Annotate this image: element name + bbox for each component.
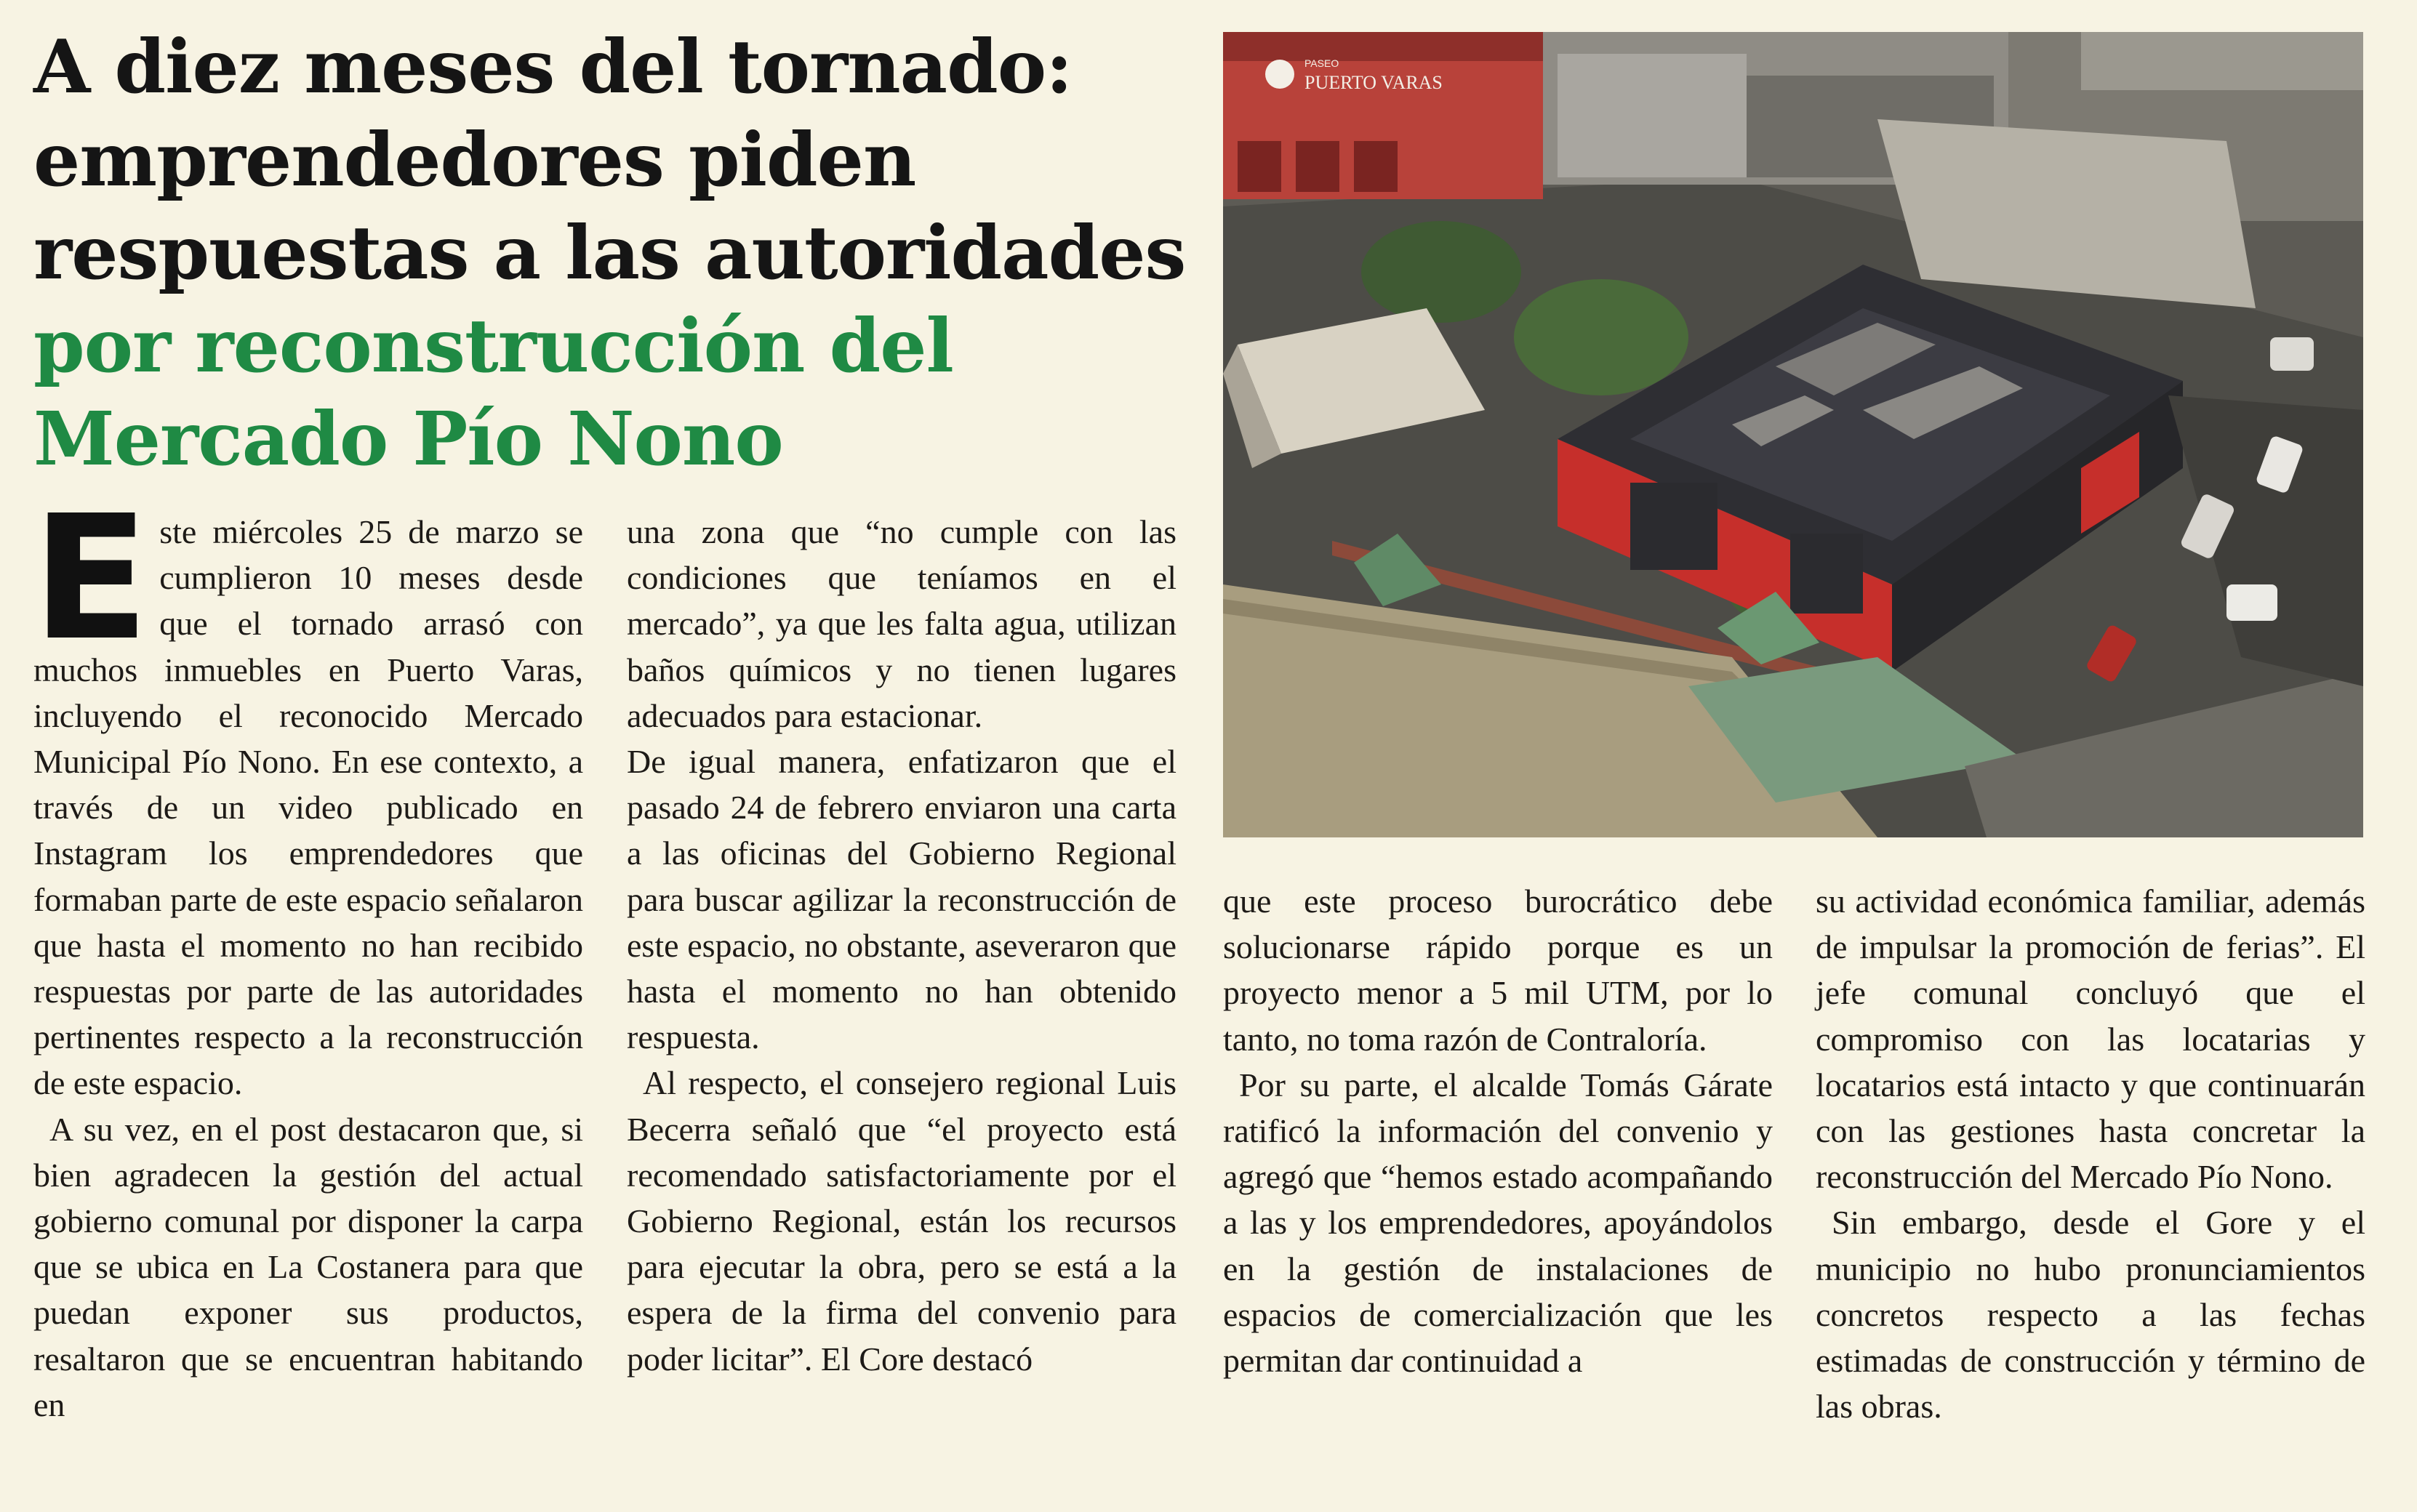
aerial-photo-damaged-market xyxy=(1223,32,2363,837)
headline-line-4: por reconstrucción del xyxy=(33,302,953,389)
photo-sign: PUERTO VARAS xyxy=(1304,72,1443,93)
article-paragraph: Al respecto, el consejero regional Luis Becerra señaló que “el proyecto está recomendado satisfactoriamente por el Gobierno Regional, están los recursos para ejecutar la obra, pero se está a la espera de la firma del convenio para poder licitar”. El Core destacó xyxy=(627,1064,1177,1378)
article-column-4 xyxy=(1816,878,2365,1429)
photo-sign-small: PASEO xyxy=(1304,57,1339,69)
paragraph-text: ste miércoles 25 de marzo se cumplieron 10 meses desde que el tornado arrasó con muchos inmuebles en Puerto Varas, incluyendo el reconocido Mercado Municipal Pío Nono. En ese contexto, a través de un video publicado en Instagram los emprendedores que formaban parte de este espacio señalaron que hasta el momento no han recibido respuestas por parte de las autoridades pertinentes respecto a la reconstrucción de este espacio. xyxy=(33,513,583,1102)
article-column-2 xyxy=(627,509,1177,1382)
aerial-photo-illustration xyxy=(1223,32,2363,837)
article-column-1 xyxy=(32,478,583,1428)
headline-line-3: respuestas a las autoridades xyxy=(33,209,1186,296)
article-paragraph: De igual manera, enfatizaron que el pasado 24 de febrero enviaron una carta a las oficinas del Gobierno Regional para buscar agilizar la reconstrucción de este espacio, no obstante, aseveraron que hasta el momento no han obtenido respuesta. xyxy=(627,743,1177,1056)
headline-line-1: A diez meses del tornado: xyxy=(33,23,1073,110)
article-paragraph: A su vez, en el post destacaron que, si bien agradecen la gestión del actual gobierno comunal por disponer la carpa que se ubica en La Costanera para que puedan exponer sus productos, resaltaron que se encuentran habitando en xyxy=(33,1110,583,1423)
article-paragraph: Por su parte, el alcalde Tomás Gárate ratificó la información del convenio y agregó que “hemos estado acompañando a las y los emprendedores, apoyándolos en la gestión de instalaciones de espacios de comercialización que les permitan dar continuidad a xyxy=(1223,1066,1773,1380)
article-paragraph xyxy=(32,478,583,1106)
article-paragraph: una zona que “no cumple con las condiciones que teníamos en el mercado”, ya que les falta agua, utilizan baños químicos y no tienen lugares adecuados para estacionar. xyxy=(627,513,1177,734)
headline-line-5: Mercado Pío Nono xyxy=(33,395,783,482)
headline-line-2: emprendedores piden xyxy=(33,116,916,203)
article-paragraph: su actividad económica familiar, además de impulsar la promoción de ferias”. El jefe comunal concluyó que el compromiso con las locatarias y locatarios está intacto y que continuarán con las gestiones hasta concretar la reconstrucción del Mercado Pío Nono. xyxy=(1816,882,2365,1196)
headline xyxy=(33,20,1197,486)
article-column-3 xyxy=(1223,878,1773,1383)
article-paragraph: Sin embargo, desde el Gore y el municipio no hubo pronunciamientos concretos respecto a las fechas estimadas de construcción y término de las obras. xyxy=(1816,1204,2365,1425)
drop-cap: E xyxy=(32,478,150,678)
article-paragraph: que este proceso burocrático debe solucionarse rápido porque es un proyecto menor a 5 mil UTM, por lo tanto, no toma razón de Contraloría. xyxy=(1223,882,1773,1058)
